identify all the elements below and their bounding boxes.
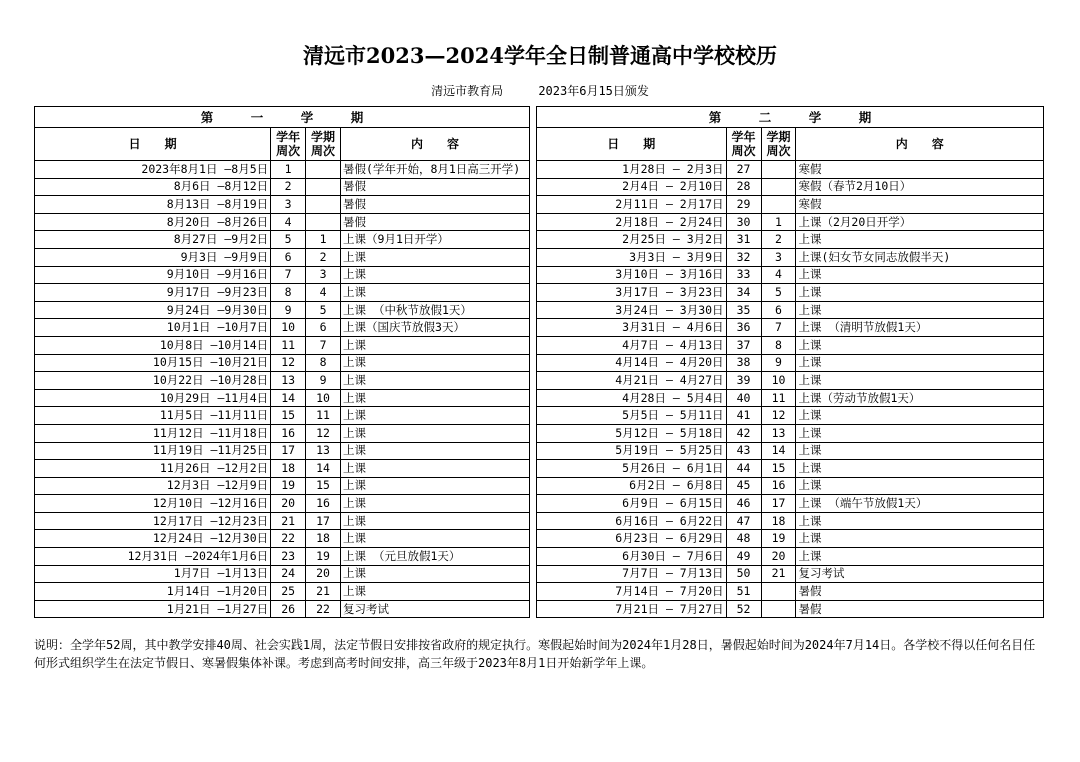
content-cell: 上课 <box>796 512 1044 530</box>
content-cell: 上课 <box>341 565 530 583</box>
table-row <box>537 178 1044 196</box>
content-cell: 上课 <box>341 354 530 372</box>
table-row <box>35 389 530 407</box>
year-week-cell: 37 <box>726 336 761 354</box>
table-row <box>35 583 530 601</box>
year-week-cell: 24 <box>271 565 306 583</box>
content-cell: 上课 <box>796 407 1044 425</box>
table-row <box>35 178 530 196</box>
table-row <box>537 407 1044 425</box>
term-week-cell: 11 <box>306 407 341 425</box>
table-row <box>537 266 1044 284</box>
year-week-cell: 23 <box>271 548 306 566</box>
term-week-cell: 15 <box>306 477 341 495</box>
year-week-cell: 31 <box>726 231 761 249</box>
table-row <box>537 583 1044 601</box>
content-cell: 上课（劳动节放假1天） <box>796 389 1044 407</box>
term-week-cell: 14 <box>306 460 341 478</box>
content-cell: 上课 <box>341 495 530 513</box>
date-cell: 10月15日 —10月21日 <box>35 354 271 372</box>
term-week-cell: 9 <box>761 354 796 372</box>
col-content-header: 内 容 <box>341 128 530 161</box>
term-week-cell: 13 <box>306 442 341 460</box>
term-week-cell: 16 <box>306 495 341 513</box>
term-week-cell <box>761 161 796 179</box>
date-cell: 4月14日 — 4月20日 <box>537 354 727 372</box>
term-week-cell <box>306 213 341 231</box>
date-cell: 10月22日 —10月28日 <box>35 372 271 390</box>
date-cell: 3月31日 — 4月6日 <box>537 319 727 337</box>
table-row <box>537 354 1044 372</box>
year-week-cell: 19 <box>271 477 306 495</box>
table-row <box>537 495 1044 513</box>
year-week-cell: 35 <box>726 301 761 319</box>
year-week-cell: 3 <box>271 196 306 214</box>
term-week-cell: 4 <box>761 266 796 284</box>
date-cell: 11月12日 —11月18日 <box>35 424 271 442</box>
term-week-cell <box>761 178 796 196</box>
table-row <box>35 213 530 231</box>
content-cell: 上课 <box>796 530 1044 548</box>
content-cell: 上课 <box>796 231 1044 249</box>
year-week-cell: 29 <box>726 196 761 214</box>
table-row <box>35 372 530 390</box>
table-row <box>537 530 1044 548</box>
table-row <box>35 407 530 425</box>
content-cell: 上课 <box>796 477 1044 495</box>
date-cell: 1月7日 —1月13日 <box>35 565 271 583</box>
table-row <box>35 548 530 566</box>
date-cell: 6月30日 — 7月6日 <box>537 548 727 566</box>
term-week-cell: 3 <box>761 248 796 266</box>
year-week-cell: 43 <box>726 442 761 460</box>
table-row <box>35 477 530 495</box>
document-title: 清远市2023—2024学年全日制普通高中学校校历 <box>303 43 777 68</box>
table-row <box>537 548 1044 566</box>
table-row <box>537 161 1044 179</box>
year-week-cell: 51 <box>726 583 761 601</box>
date-cell: 11月5日 —11月11日 <box>35 407 271 425</box>
year-week-cell: 12 <box>271 354 306 372</box>
date-cell: 3月3日 — 3月9日 <box>537 248 727 266</box>
content-cell: 上课（9月1日开学） <box>341 231 530 249</box>
year-week-cell: 27 <box>726 161 761 179</box>
date-cell: 9月3日 —9月9日 <box>35 248 271 266</box>
term-week-cell: 10 <box>761 372 796 390</box>
date-cell: 2023年8月1日 —8月5日 <box>35 161 271 179</box>
content-cell: 上课 <box>341 248 530 266</box>
term-week-cell <box>306 161 341 179</box>
semester-1-rows <box>35 161 530 618</box>
content-cell: 上课 <box>341 266 530 284</box>
date-cell: 3月17日 — 3月23日 <box>537 284 727 302</box>
year-week-cell: 47 <box>726 512 761 530</box>
table-row <box>537 196 1044 214</box>
term-week-cell: 7 <box>761 319 796 337</box>
table-row <box>35 266 530 284</box>
content-cell: 上课 <box>796 460 1044 478</box>
term-week-cell: 15 <box>761 460 796 478</box>
date-cell: 11月19日 —11月25日 <box>35 442 271 460</box>
year-week-cell: 7 <box>271 266 306 284</box>
content-cell: 上课 <box>341 424 530 442</box>
date-cell: 4月28日 — 5月4日 <box>537 389 727 407</box>
term-week-cell: 13 <box>761 424 796 442</box>
table-row <box>537 600 1044 618</box>
table-row <box>537 389 1044 407</box>
content-cell: 寒假（春节2月10日） <box>796 178 1044 196</box>
date-cell: 1月21日 —1月27日 <box>35 600 271 618</box>
content-cell: 上课(妇女节女同志放假半天) <box>796 248 1044 266</box>
content-cell: 上课 <box>796 266 1044 284</box>
date-cell: 11月26日 —12月2日 <box>35 460 271 478</box>
year-week-cell: 20 <box>271 495 306 513</box>
year-week-cell: 38 <box>726 354 761 372</box>
date-cell: 8月20日 —8月26日 <box>35 213 271 231</box>
year-week-cell: 25 <box>271 583 306 601</box>
date-cell: 8月27日 —9月2日 <box>35 231 271 249</box>
date-cell: 6月9日 — 6月15日 <box>537 495 727 513</box>
table-row <box>537 284 1044 302</box>
content-cell: 上课（国庆节放假3天） <box>341 319 530 337</box>
table-row <box>35 319 530 337</box>
table-row <box>537 319 1044 337</box>
year-week-cell: 32 <box>726 248 761 266</box>
date-cell: 9月10日 —9月16日 <box>35 266 271 284</box>
content-cell: 上课 <box>341 407 530 425</box>
date-cell: 7月14日 — 7月20日 <box>537 583 727 601</box>
year-week-cell: 45 <box>726 477 761 495</box>
term-week-cell: 14 <box>761 442 796 460</box>
content-cell: 暑假 <box>341 213 530 231</box>
term-week-cell <box>306 196 341 214</box>
content-cell: 上课 <box>796 301 1044 319</box>
table-row <box>35 336 530 354</box>
content-cell: 上课 <box>341 512 530 530</box>
year-week-cell: 28 <box>726 178 761 196</box>
year-week-cell: 15 <box>271 407 306 425</box>
date-cell: 12月31日 —2024年1月6日 <box>35 548 271 566</box>
table-row <box>537 336 1044 354</box>
content-cell: 上课 <box>341 442 530 460</box>
date-cell: 2月18日 — 2月24日 <box>537 213 727 231</box>
year-week-cell: 50 <box>726 565 761 583</box>
date-cell: 10月1日 —10月7日 <box>35 319 271 337</box>
date-cell: 4月7日 — 4月13日 <box>537 336 727 354</box>
content-cell: 暑假 <box>796 583 1044 601</box>
date-cell: 10月8日 —10月14日 <box>35 336 271 354</box>
date-cell: 1月14日 —1月20日 <box>35 583 271 601</box>
col-year-week-header: 学年 周次 <box>271 128 306 161</box>
date-cell: 2月4日 — 2月10日 <box>537 178 727 196</box>
year-week-cell: 11 <box>271 336 306 354</box>
table-row <box>35 231 530 249</box>
date-cell: 6月2日 — 6月8日 <box>537 477 727 495</box>
term-week-cell: 21 <box>306 583 341 601</box>
content-cell: 上课 <box>341 530 530 548</box>
content-cell: 上课 <box>796 284 1044 302</box>
date-cell: 9月17日 —9月23日 <box>35 284 271 302</box>
term-week-cell <box>761 600 796 618</box>
year-week-cell: 49 <box>726 548 761 566</box>
table-row <box>537 372 1044 390</box>
year-week-cell: 39 <box>726 372 761 390</box>
term-week-cell: 8 <box>306 354 341 372</box>
content-cell: 上课 <box>796 548 1044 566</box>
date-cell: 2月25日 — 3月2日 <box>537 231 727 249</box>
term-week-cell: 18 <box>306 530 341 548</box>
term-week-cell: 9 <box>306 372 341 390</box>
year-week-cell: 30 <box>726 213 761 231</box>
year-week-cell: 10 <box>271 319 306 337</box>
date-cell: 7月7日 — 7月13日 <box>537 565 727 583</box>
content-cell: 上课 <box>341 460 530 478</box>
year-week-cell: 1 <box>271 161 306 179</box>
year-week-cell: 34 <box>726 284 761 302</box>
term-week-cell: 20 <box>761 548 796 566</box>
term-week-cell: 16 <box>761 477 796 495</box>
date-cell: 6月16日 — 6月22日 <box>537 512 727 530</box>
table-row <box>35 512 530 530</box>
content-cell: 上课 <box>341 477 530 495</box>
issuer-line <box>0 82 1080 99</box>
date-cell: 5月5日 — 5月11日 <box>537 407 727 425</box>
content-cell: 上课 <box>796 336 1044 354</box>
year-week-cell: 40 <box>726 389 761 407</box>
term-week-cell: 2 <box>761 231 796 249</box>
content-cell: 上课 <box>341 389 530 407</box>
year-week-cell: 26 <box>271 600 306 618</box>
table-row <box>35 284 530 302</box>
date-cell: 5月26日 — 6月1日 <box>537 460 727 478</box>
col-term-week-header: 学期 周次 <box>761 128 796 161</box>
table-row <box>35 354 530 372</box>
content-cell: 上课 （元旦放假1天） <box>341 548 530 566</box>
year-week-cell: 42 <box>726 424 761 442</box>
year-week-cell: 5 <box>271 231 306 249</box>
term-week-cell: 18 <box>761 512 796 530</box>
year-week-cell: 13 <box>271 372 306 390</box>
table-row <box>537 301 1044 319</box>
date-cell: 3月10日 — 3月16日 <box>537 266 727 284</box>
year-week-cell: 33 <box>726 266 761 284</box>
term-week-cell: 17 <box>306 512 341 530</box>
date-cell: 3月24日 — 3月30日 <box>537 301 727 319</box>
content-cell: 上课 （中秋节放假1天） <box>341 301 530 319</box>
term-week-cell: 17 <box>761 495 796 513</box>
date-cell: 7月21日 — 7月27日 <box>537 600 727 618</box>
term-week-cell: 8 <box>761 336 796 354</box>
date-cell: 8月13日 —8月19日 <box>35 196 271 214</box>
table-row <box>35 530 530 548</box>
date-cell: 10月29日 —11月4日 <box>35 389 271 407</box>
year-week-cell: 46 <box>726 495 761 513</box>
year-week-cell: 14 <box>271 389 306 407</box>
term-week-cell: 12 <box>761 407 796 425</box>
date-cell: 12月17日 —12月23日 <box>35 512 271 530</box>
term-week-cell: 20 <box>306 565 341 583</box>
term-week-cell: 10 <box>306 389 341 407</box>
term-week-cell: 19 <box>761 530 796 548</box>
col-date-header: 日 期 <box>537 128 727 161</box>
term-week-cell: 22 <box>306 600 341 618</box>
content-cell: 上课（2月20日开学） <box>796 213 1044 231</box>
content-cell: 上课 <box>796 442 1044 460</box>
year-week-cell: 44 <box>726 460 761 478</box>
table-row <box>537 424 1044 442</box>
table-row <box>35 248 530 266</box>
issuer-date: 2023年6月15日颁发 <box>538 84 649 98</box>
table-row <box>35 301 530 319</box>
table-row <box>537 565 1044 583</box>
year-week-cell: 52 <box>726 600 761 618</box>
content-cell: 复习考试 <box>341 600 530 618</box>
content-cell: 上课 <box>341 284 530 302</box>
explanatory-note: 说明：全学年52周，其中教学安排40周、社会实践1周，法定节假日安排按省政府的规定执行。寒假起始时间为2024年1月28日，暑假起始时间为2024年7月14日。各学校不得以任何名目任何形式组织学生在法定节假日、寒暑假集体补课。考虑到高考时间安排，高三年级于2023年8月1日开始新学年上课。 <box>34 638 1036 670</box>
term-week-cell <box>761 583 796 601</box>
year-week-cell: 41 <box>726 407 761 425</box>
content-cell: 上课 <box>341 583 530 601</box>
col-term-week-header: 学期 周次 <box>306 128 341 161</box>
table-row <box>537 213 1044 231</box>
date-cell: 6月23日 — 6月29日 <box>537 530 727 548</box>
year-week-cell: 8 <box>271 284 306 302</box>
date-cell: 12月10日 —12月16日 <box>35 495 271 513</box>
year-week-cell: 17 <box>271 442 306 460</box>
content-cell: 暑假 <box>341 178 530 196</box>
content-cell: 上课 <box>341 372 530 390</box>
date-cell: 8月6日 —8月12日 <box>35 178 271 196</box>
date-cell: 5月19日 — 5月25日 <box>537 442 727 460</box>
issuer-org: 清远市教育局 <box>431 84 504 98</box>
content-cell: 复习考试 <box>796 565 1044 583</box>
content-cell: 寒假 <box>796 161 1044 179</box>
content-cell: 上课 （清明节放假1天） <box>796 319 1044 337</box>
term-week-cell: 11 <box>761 389 796 407</box>
year-week-cell: 18 <box>271 460 306 478</box>
semester-2-table <box>536 106 1044 618</box>
date-cell: 12月3日 —12月9日 <box>35 477 271 495</box>
term-week-cell <box>761 196 796 214</box>
year-week-cell: 16 <box>271 424 306 442</box>
term-week-cell: 1 <box>306 231 341 249</box>
col-year-week-header: 学年 周次 <box>726 128 761 161</box>
col-content-header: 内 容 <box>796 128 1044 161</box>
semester-1-table <box>34 106 530 618</box>
term-week-cell: 5 <box>761 284 796 302</box>
content-cell: 寒假 <box>796 196 1044 214</box>
term-week-cell: 5 <box>306 301 341 319</box>
date-cell: 5月12日 — 5月18日 <box>537 424 727 442</box>
term-week-cell <box>306 178 341 196</box>
term-week-cell: 2 <box>306 248 341 266</box>
date-cell: 2月11日 — 2月17日 <box>537 196 727 214</box>
content-cell: 暑假(学年开始，8月1日高三开学) <box>341 161 530 179</box>
semester-1-heading: 第 一 学 期 <box>35 107 530 128</box>
content-cell: 上课 <box>796 424 1044 442</box>
content-cell: 上课 <box>796 372 1044 390</box>
content-cell: 上课 <box>341 336 530 354</box>
term-week-cell: 1 <box>761 213 796 231</box>
table-row <box>35 565 530 583</box>
term-week-cell: 6 <box>761 301 796 319</box>
table-row <box>35 442 530 460</box>
table-row <box>537 442 1044 460</box>
table-row <box>537 460 1044 478</box>
table-row <box>537 512 1044 530</box>
year-week-cell: 4 <box>271 213 306 231</box>
table-row <box>35 600 530 618</box>
term-week-cell: 21 <box>761 565 796 583</box>
content-cell: 上课 <box>796 354 1044 372</box>
year-week-cell: 48 <box>726 530 761 548</box>
table-row <box>35 196 530 214</box>
table-row <box>35 495 530 513</box>
table-row <box>35 460 530 478</box>
table-row <box>537 248 1044 266</box>
table-row <box>35 424 530 442</box>
semester-2-heading: 第 二 学 期 <box>537 107 1044 128</box>
content-cell: 暑假 <box>796 600 1044 618</box>
year-week-cell: 21 <box>271 512 306 530</box>
content-cell: 上课 （端午节放假1天） <box>796 495 1044 513</box>
date-cell: 12月24日 —12月30日 <box>35 530 271 548</box>
content-cell: 暑假 <box>341 196 530 214</box>
term-week-cell: 6 <box>306 319 341 337</box>
table-row <box>537 231 1044 249</box>
year-week-cell: 2 <box>271 178 306 196</box>
term-week-cell: 4 <box>306 284 341 302</box>
year-week-cell: 36 <box>726 319 761 337</box>
date-cell: 1月28日 — 2月3日 <box>537 161 727 179</box>
date-cell: 4月21日 — 4月27日 <box>537 372 727 390</box>
year-week-cell: 9 <box>271 301 306 319</box>
date-cell: 9月24日 —9月30日 <box>35 301 271 319</box>
year-week-cell: 6 <box>271 248 306 266</box>
term-week-cell: 19 <box>306 548 341 566</box>
term-week-cell: 12 <box>306 424 341 442</box>
table-row <box>35 161 530 179</box>
semester-2-rows <box>537 161 1044 618</box>
col-date-header: 日 期 <box>35 128 271 161</box>
term-week-cell: 3 <box>306 266 341 284</box>
table-row <box>537 477 1044 495</box>
year-week-cell: 22 <box>271 530 306 548</box>
term-week-cell: 7 <box>306 336 341 354</box>
